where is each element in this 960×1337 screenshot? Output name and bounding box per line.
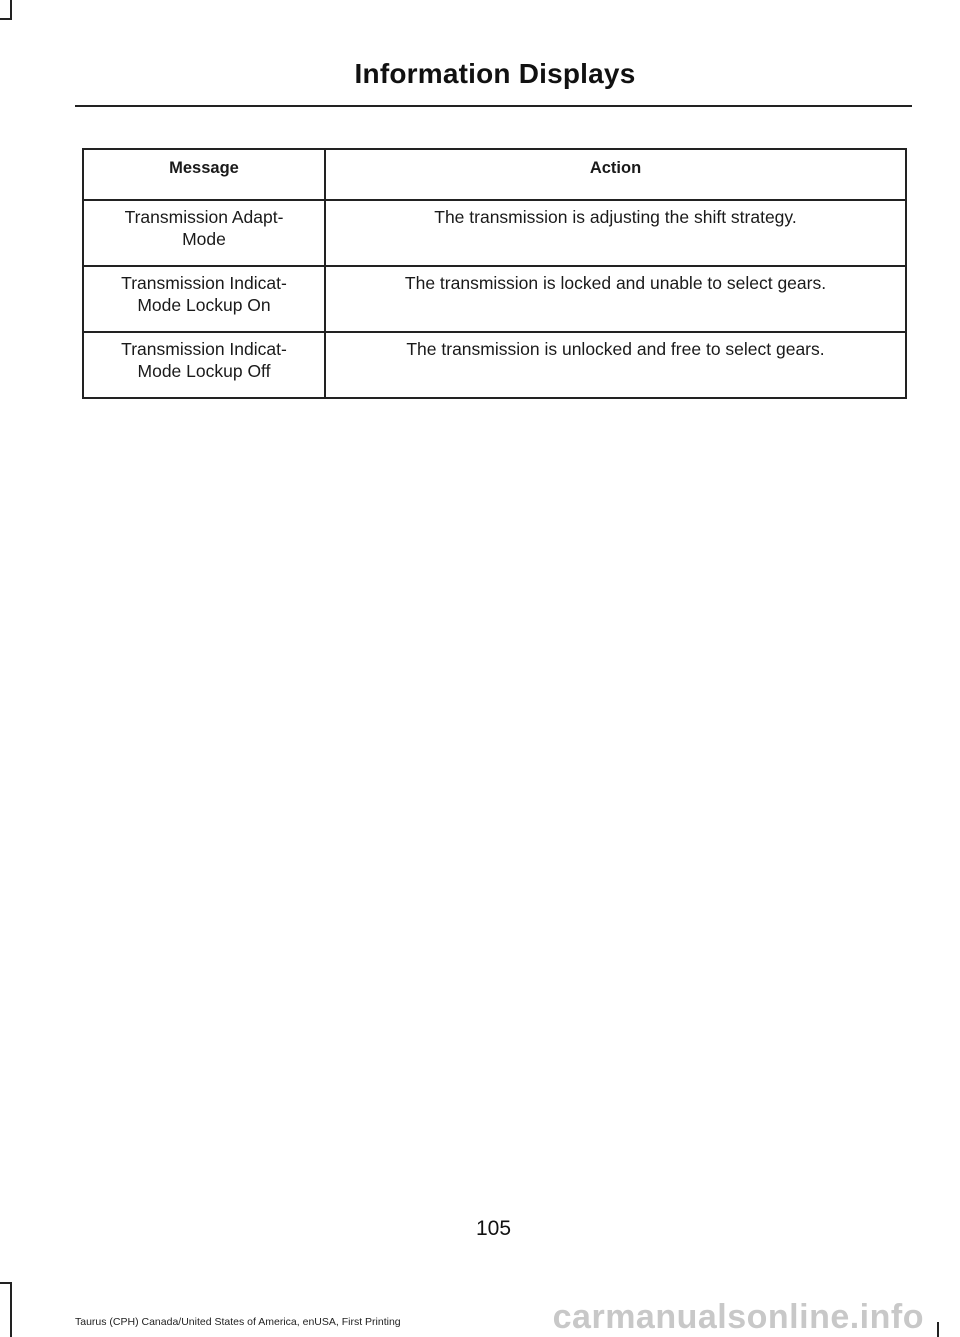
- crop-mark-bottom-left-vertical: [10, 1282, 12, 1337]
- watermark: carmanualsonline.info: [552, 1298, 924, 1336]
- column-header-message: Message: [83, 149, 325, 200]
- column-header-action: Action: [325, 149, 906, 200]
- message-cell: Transmission Adapt- Mode: [83, 200, 325, 266]
- crop-mark-top-left-horizontal: [0, 18, 12, 20]
- table-row: [83, 332, 906, 398]
- table-row: [83, 266, 906, 332]
- page-number: 105: [475, 1217, 512, 1240]
- edition-footer: Taurus (CPH) Canada/United States of America, enUSA, First Printing: [75, 1316, 401, 1328]
- message-cell: Transmission Indicat- Mode Lockup Off: [83, 332, 325, 398]
- crop-mark-bottom-right-vertical: [937, 1322, 939, 1337]
- page-title: Information Displays: [354, 58, 636, 89]
- table-row: [83, 200, 906, 266]
- action-cell: The transmission is locked and unable to select gears.: [325, 266, 906, 332]
- action-cell: The transmission is adjusting the shift strategy.: [325, 200, 906, 266]
- title-divider: [75, 105, 912, 107]
- message-cell: Transmission Indicat- Mode Lockup On: [83, 266, 325, 332]
- crop-mark-top-left-vertical: [10, 0, 12, 20]
- crop-mark-bottom-left-horizontal: [0, 1282, 12, 1284]
- message-action-table: [82, 148, 907, 399]
- action-cell: The transmission is unlocked and free to select gears.: [325, 332, 906, 398]
- table-header-row: [83, 149, 906, 200]
